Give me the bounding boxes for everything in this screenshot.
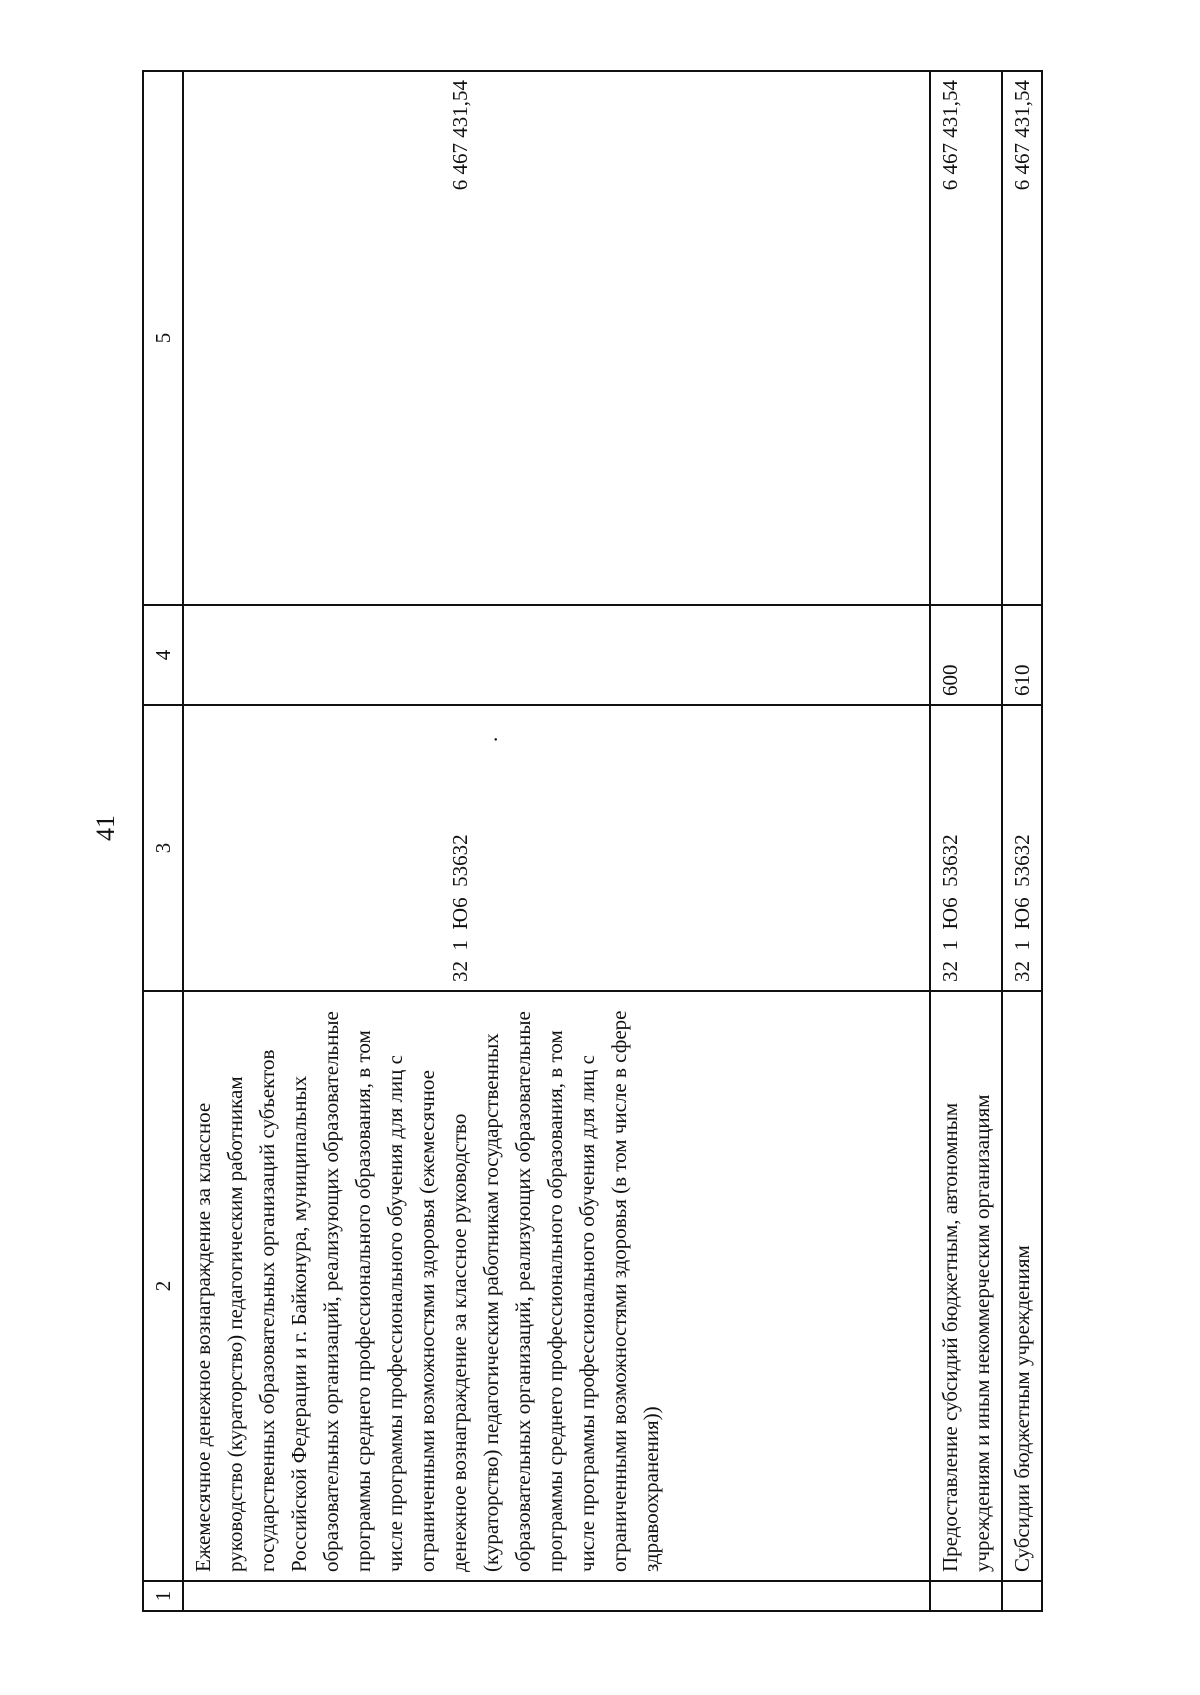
row-number-cell xyxy=(930,1581,1002,1611)
row-type-cell: 600 xyxy=(930,605,1002,705)
header-col-3: 3 xyxy=(143,705,183,991)
table-container xyxy=(142,72,1034,1612)
row-code-text: 32 1 Ю6 53632 xyxy=(448,834,472,982)
row-name-cell: Предоставление субсидий бюджетным, автономным учреждениям и иным некоммерческим организациям xyxy=(930,991,1002,1581)
row-type-cell: 610 xyxy=(1002,605,1042,705)
table-row xyxy=(1002,71,1042,1611)
row-number-cell xyxy=(183,1581,930,1611)
table-row xyxy=(930,71,1002,1611)
header-col-2: 2 xyxy=(143,991,183,1581)
table-rotation-frame xyxy=(142,72,1034,1612)
row-number-cell xyxy=(1002,1581,1042,1611)
table-header-row xyxy=(143,71,183,1611)
row-code-cell: 32 1 Ю6 53632 xyxy=(1002,705,1042,991)
row-mark: . xyxy=(478,736,502,742)
budget-table xyxy=(142,70,1043,1612)
row-amount-cell: 6 467 431,54 xyxy=(1002,71,1042,605)
table-row xyxy=(183,71,930,1611)
header-col-5: 5 xyxy=(143,71,183,605)
header-col-4: 4 xyxy=(143,605,183,705)
row-type-cell xyxy=(183,605,930,705)
row-name-cell: Субсидии бюджетным учреждениям xyxy=(1002,991,1042,1581)
header-col-1: 1 xyxy=(143,1581,183,1611)
row-code-cell xyxy=(183,705,930,991)
page-number: 41 xyxy=(91,815,120,841)
row-amount-cell: 6 467 431,54 xyxy=(930,71,1002,605)
row-name-cell: Ежемесячное денежное вознаграждение за классное руководство (кураторство) педагогическим работникам государственных образовательных организаций субъектов Российской Федерации и г. Байконура, муниципальных образовательных организаций, реализующих образовательные программы среднего профессионального образования, в том числе программы профессионального обучения для лиц с ограниченными возможностями здоровья (ежемесячное денежное вознаграждение за классное руководство (кураторство) педагогическим работникам государственных образовательных организаций, реализующих образовательные программы среднего профессионального образования, в том числе программы профессионального обучения для лиц с ограниченными возможностями здоровья (в том числе в сфере здравоохранения)) xyxy=(183,991,930,1581)
row-amount-cell: 6 467 431,54 xyxy=(183,71,930,605)
row-code-cell: 32 1 Ю6 53632 xyxy=(930,705,1002,991)
